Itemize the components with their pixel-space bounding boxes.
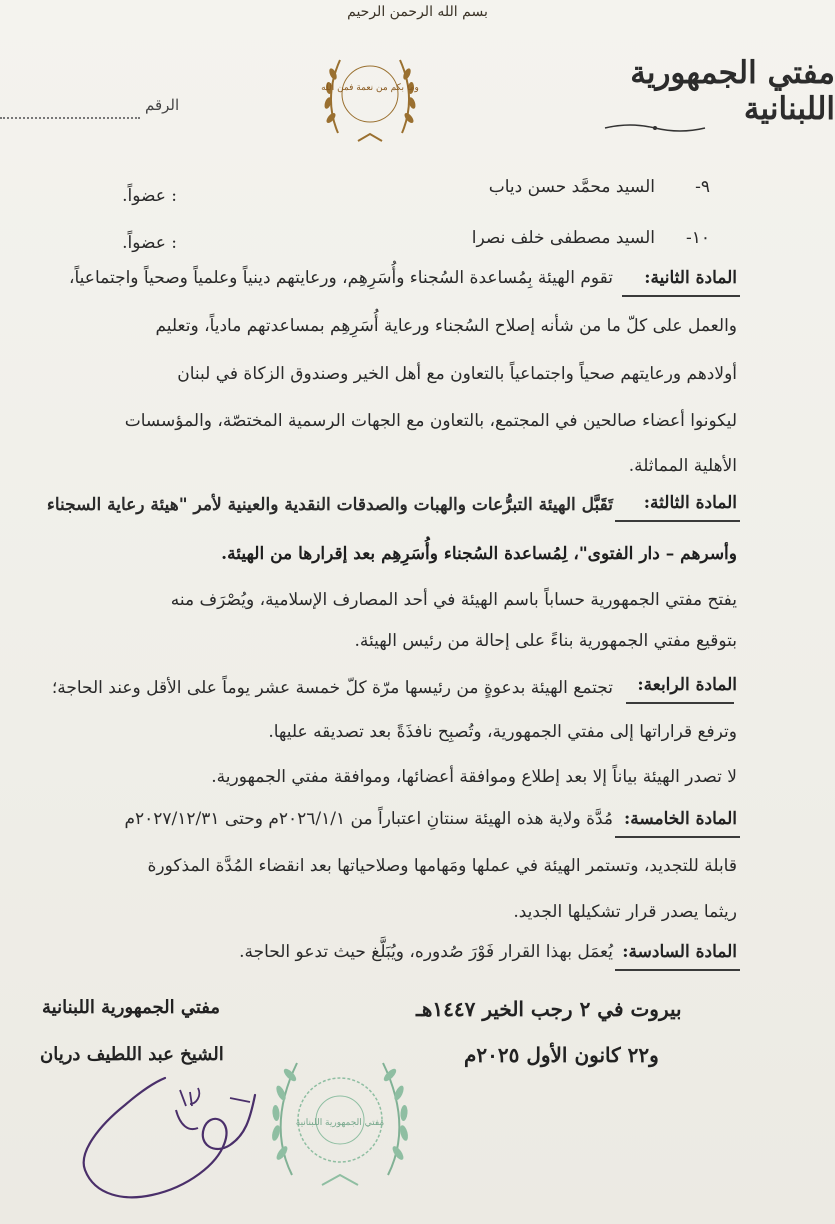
article-title: المادة الثالثة: <box>643 493 737 513</box>
title-underline <box>622 295 740 297</box>
article-line: تَقَبَّل الهيئة التبرُّعات والهبات والصدقات النقدية والعينية لأمر "هيئة رعاية السجناء <box>46 495 613 515</box>
member-number: ٩- <box>695 177 710 197</box>
member-role: : عضواً. <box>122 186 177 206</box>
article-line: والعمل على كلّ ما من شأنه إصلاح السُجناء ورعاية أُسَرِهِم بمساعدتهم مادياً، وتعليم <box>155 316 737 336</box>
article-title: المادة الثانية: <box>644 268 737 288</box>
basmala: بسم الله الرحمن الرحيم <box>347 4 488 20</box>
date-hijri: بيروت في ٢ رجب الخير ١٤٤٧هـ <box>416 997 682 1021</box>
date-gregorian: و٢٢ كانون الأول ٢٠٢٥م <box>464 1043 659 1067</box>
article-title: المادة السادسة: <box>622 942 737 962</box>
article-line: وأسرهم – دار الفتوى"، لِمُساعدة السُجناء وأُسَرِهِم بعد إقرارها من الهيئة. <box>221 544 737 564</box>
header-ornament <box>600 122 710 134</box>
title-underline <box>626 702 734 704</box>
article-line: يفتح مفتي الجمهورية حساباً باسم الهيئة في أحد المصارف الإسلامية، ويُصْرَف منه <box>170 590 737 610</box>
member-number: ١٠- <box>685 228 710 248</box>
stamp-text: مفتي الجمهورية اللبنانية <box>295 1118 385 1128</box>
signatory-title: مفتي الجمهورية اللبنانية <box>42 997 221 1018</box>
article-line: الأهلية المماثلة. <box>628 456 737 476</box>
article-line: تجتمع الهيئة بدعوةٍ من رئيسها مرّة كلّ خمسة عشر يوماً على الأقل وعند الحاجة؛ <box>51 678 613 698</box>
article-line: تقوم الهيئة بِمُساعدة السُجناء وأُسَرِهِم، ورعايتهم دينياً وعلمياً وصحياً واجتماعياً، <box>69 268 613 288</box>
article-line: بتوقيع مفتي الجمهورية بناءً على إحالة من رئيس الهيئة. <box>354 631 737 651</box>
member-role: : عضواً. <box>122 233 177 253</box>
article-line: يُعمَل بهذا القرار فَوْرَ صُدوره، ويُبَلَّغ حيث تدعو الحاجة. <box>239 942 613 962</box>
emblem-text: وما بكم من نعمة فمن الله <box>321 83 419 93</box>
article-line: لا تصدر الهيئة بياناً إلا بعد إطلاع وموافقة أعضائها، وموافقة مفتي الجمهورية. <box>211 767 737 787</box>
member-name: السيد مصطفى خلف نصرا <box>471 228 655 248</box>
article-line: مُدَّة ولاية هذه الهيئة سنتانِ اعتباراً من ٢٠٢٦/١/١م وحتى ٢٠٢٧/١٢/٣١م <box>124 809 613 829</box>
article-title: المادة الخامسة: <box>623 809 737 829</box>
reference-label: الرقم <box>145 96 180 114</box>
title-underline <box>615 969 740 971</box>
reference-field <box>0 117 140 119</box>
article-title: المادة الرابعة: <box>637 675 737 695</box>
member-name: السيد محمَّد حسن دياب <box>488 177 655 197</box>
title-underline <box>615 836 740 838</box>
article-line: وترفع قراراتها إلى مفتي الجمهورية، وتُصبِح نافذَةً بعد تصديقه عليها. <box>268 722 737 742</box>
article-line: ليكونوا أعضاء صالحين في المجتمع، بالتعاون مع الجهات الرسمية المختصّة، والمؤسسات <box>124 411 737 431</box>
issuer-title: مفتي الجمهورية اللبنانية <box>630 55 835 127</box>
emblem-logo <box>318 38 422 150</box>
article-line: ريثما يصدر قرار تشكيلها الجديد. <box>513 902 737 922</box>
title-underline <box>615 520 740 522</box>
handwritten-signature <box>80 1070 290 1210</box>
signatory-name: الشيخ عبد اللطيف دريان <box>40 1044 224 1065</box>
article-line: أولادهم ورعايتهم صحياً واجتماعياً بالتعاون مع أهل الخير وصندوق الزكاة في لبنان <box>177 364 737 384</box>
article-line: قابلة للتجديد، وتستمر الهيئة في عملها ومَهامها وصلاحياتها بعد انقضاء المُدَّة المذكورة <box>147 856 737 876</box>
